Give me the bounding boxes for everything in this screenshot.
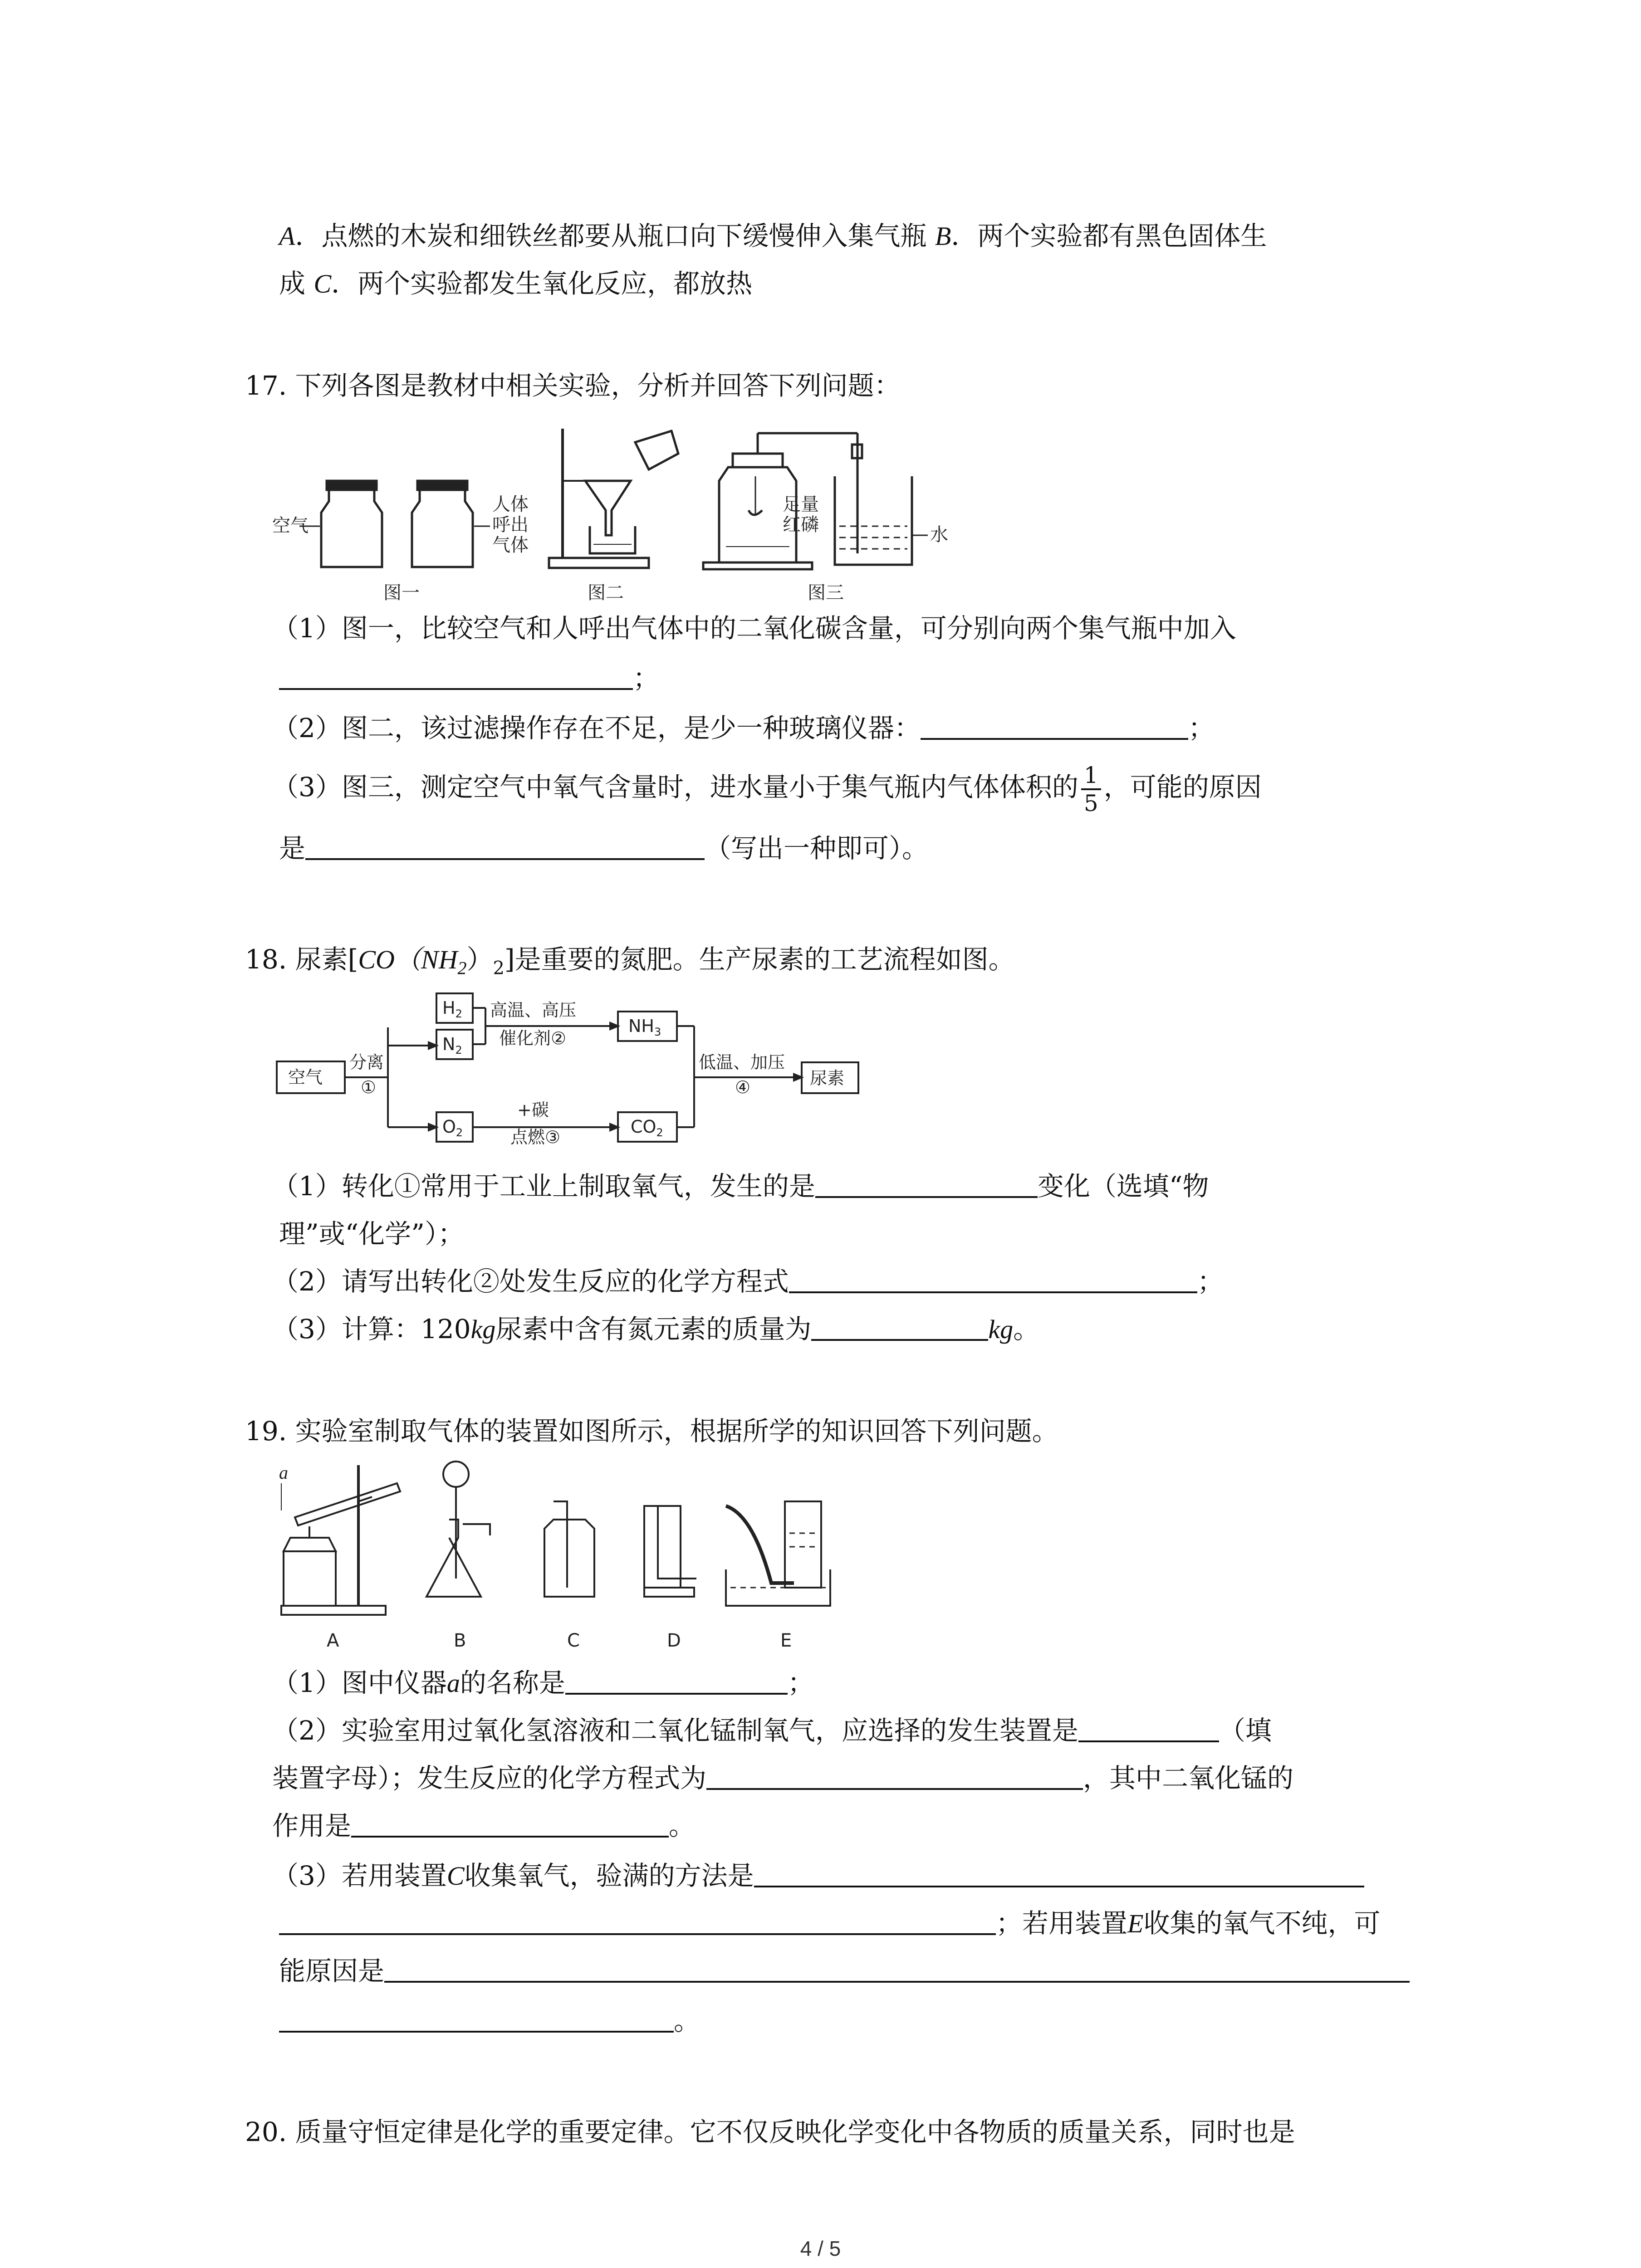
q17-answer-blank-1[interactable] xyxy=(279,663,633,690)
svg-text:+碳: +碳 xyxy=(517,1100,549,1120)
q18-answer-blank-2[interactable] xyxy=(789,1266,1197,1293)
bottle2-cap xyxy=(417,481,467,490)
q19-s2c: 作用是 。 xyxy=(272,1810,696,1841)
q17-s3b: 是 （写出一种即可）。 xyxy=(279,833,929,864)
svg-text:N2: $N_2$ xyxy=(442,1034,462,1056)
label-breath2: 呼出 xyxy=(492,514,529,535)
svg-text:NH3: $NH_3$ xyxy=(628,1016,661,1038)
pouring-beaker xyxy=(635,431,678,469)
q18-s3: （3）计算：120kg尿素中含有氮元素的质量为 kg。 xyxy=(272,1314,1040,1344)
B-funnel-bulb xyxy=(443,1461,469,1487)
C-bottle xyxy=(544,1520,594,1597)
svg-text:分离: 分离 xyxy=(349,1052,384,1072)
svg-text:尿素: 尿素 xyxy=(810,1068,845,1088)
A-base xyxy=(281,1606,386,1615)
label-p2: 红磷 xyxy=(783,514,819,535)
q19-answer-blank-3[interactable] xyxy=(706,1763,1083,1790)
funnel xyxy=(585,481,631,535)
water-beaker xyxy=(835,476,912,565)
svg-text:H2: $H_2$ xyxy=(442,998,462,1020)
svg-text:点燃③: 点燃③ xyxy=(510,1127,561,1147)
A-lamp xyxy=(284,1538,336,1551)
q20-stem: 20. 质量守恒定律是化学的重要定律。它不仅反映化学变化中各物质的质量关系，同时也是 xyxy=(245,2116,1295,2147)
q19-answer-blank-5[interactable] xyxy=(754,1860,1364,1887)
svg-text:C: C xyxy=(567,1630,580,1651)
svg-text:D: D xyxy=(667,1630,681,1651)
bottle1-cap xyxy=(327,481,377,490)
svg-text:④: ④ xyxy=(735,1077,751,1097)
q18-flowchart xyxy=(272,984,907,1152)
q19-answer-blank-7[interactable] xyxy=(384,1955,1410,1983)
q17-answer-blank-2[interactable] xyxy=(921,713,1188,740)
svg-text:低温、加压: 低温、加压 xyxy=(699,1052,785,1072)
q19-answer-blank-2[interactable] xyxy=(1078,1715,1219,1742)
svg-text:E: E xyxy=(780,1630,792,1651)
q17-answer-blank-3[interactable] xyxy=(305,833,705,860)
page-number: 4 / 5 xyxy=(800,2237,841,2260)
q18-stem: 18. 尿素$[CO(NH_2)_2]$是重要的氮肥。生产尿素的工艺流程如图。 xyxy=(245,944,1015,979)
E-bottle xyxy=(785,1501,821,1588)
q19-s3b: ；若用装置E收集的氧气不纯，可 xyxy=(279,1907,1380,1940)
svg-text:空气: 空气 xyxy=(288,1067,323,1087)
q19-answer-blank-1[interactable] xyxy=(565,1667,788,1695)
q19-answer-blank-4[interactable] xyxy=(351,1810,669,1838)
q19-answer-blank-6[interactable] xyxy=(279,1908,996,1935)
fig3-base xyxy=(703,562,812,569)
label-breath1: 人体 xyxy=(492,494,529,515)
q18-s2: （2）请写出转化②处发生反应的化学方程式 ； xyxy=(272,1266,1224,1297)
q18-s1b: 理”或“化学”）； xyxy=(279,1218,464,1249)
B-flask xyxy=(426,1520,481,1597)
fraction-one-fifth: $\frac{1}{5}$ xyxy=(1081,762,1101,816)
svg-text:B: B xyxy=(454,1630,466,1651)
svg-text:①: ① xyxy=(361,1077,377,1097)
svg-text:O2: $O_2$ xyxy=(442,1117,463,1139)
D-bottle xyxy=(644,1506,681,1588)
q19-answer-blank-8[interactable] xyxy=(279,2005,674,2033)
q18-s1: （1）转化①常用于工业上制取氧气，发生的是 变化（选填“物 xyxy=(272,1171,1209,1202)
q19-s3c: 能原因是 xyxy=(279,1955,1410,1987)
q16-options-line2: 成 C．两个实验都发生氧化反应，都放热 xyxy=(279,268,753,299)
label-breath3: 气体 xyxy=(492,535,529,556)
svg-text:A: A xyxy=(327,1630,339,1651)
caption-fig1: 图一 xyxy=(383,582,420,603)
A-wood-block xyxy=(284,1551,336,1606)
caption-fig3: 图三 xyxy=(808,582,844,603)
q19-s1: （1）图中仪器a的名称是 ； xyxy=(272,1667,814,1698)
bottle2 xyxy=(412,490,473,567)
q18-answer-blank-1[interactable] xyxy=(815,1171,1038,1198)
label-air: 空气 xyxy=(272,515,309,536)
svg-text:CO2: $CO_2$ xyxy=(631,1117,663,1139)
svg-text:a: a xyxy=(279,1462,288,1483)
q17-s1: （1）图一，比较空气和人呼出气体中的二氧化碳含量，可分别向两个集气瓶中加入 xyxy=(272,613,1236,644)
q17-s3: （3）图三，测定空气中氧气含量时，进水量小于集气瓶内气体体积的 $\frac{1}{5}$ ，可能的原因 xyxy=(272,762,1262,816)
q17-s1-blank-line: ； xyxy=(279,662,659,694)
q19-apparatus-figure xyxy=(272,1456,953,1656)
q19-s3: （3）若用装置C收集氧气，验满的方法是 xyxy=(272,1860,1364,1892)
svg-text:高温、高压: 高温、高压 xyxy=(490,1000,577,1020)
q19-s2: （2）实验室用过氧化氢溶液和二氧化锰制氧气，应选择的发生装置是 （填 xyxy=(272,1715,1272,1746)
q18-answer-blank-3[interactable] xyxy=(811,1314,988,1341)
A-test-tube xyxy=(295,1483,400,1525)
q17-s2: （2）图二，该过滤操作存在不足，是少一种玻璃仪器： ； xyxy=(272,713,1215,743)
caption-fig2: 图二 xyxy=(588,582,624,603)
stand-base xyxy=(549,558,649,568)
q19-s3d: 。 xyxy=(279,2005,700,2037)
svg-text:催化剂②: 催化剂② xyxy=(499,1028,567,1048)
q16-options-line1: A．点燃的木炭和细铁丝都要从瓶口向下缓慢伸入集气瓶 B．两个实验都有黑色固体生 xyxy=(279,220,1267,251)
q19-s2b: 装置字母）；发生反应的化学方程式为 ，其中二氧化锰的 xyxy=(272,1763,1294,1794)
label-water: 水 xyxy=(930,524,948,545)
q17-stem: 17. 下列各图是教材中相关实验，分析并回答下列问题： xyxy=(245,370,901,401)
label-p1: 足量 xyxy=(783,494,819,515)
q19-stem: 19. 实验室制取气体的装置如图所示，根据所学的知识回答下列问题。 xyxy=(245,1416,1058,1447)
bottle1 xyxy=(321,490,382,567)
